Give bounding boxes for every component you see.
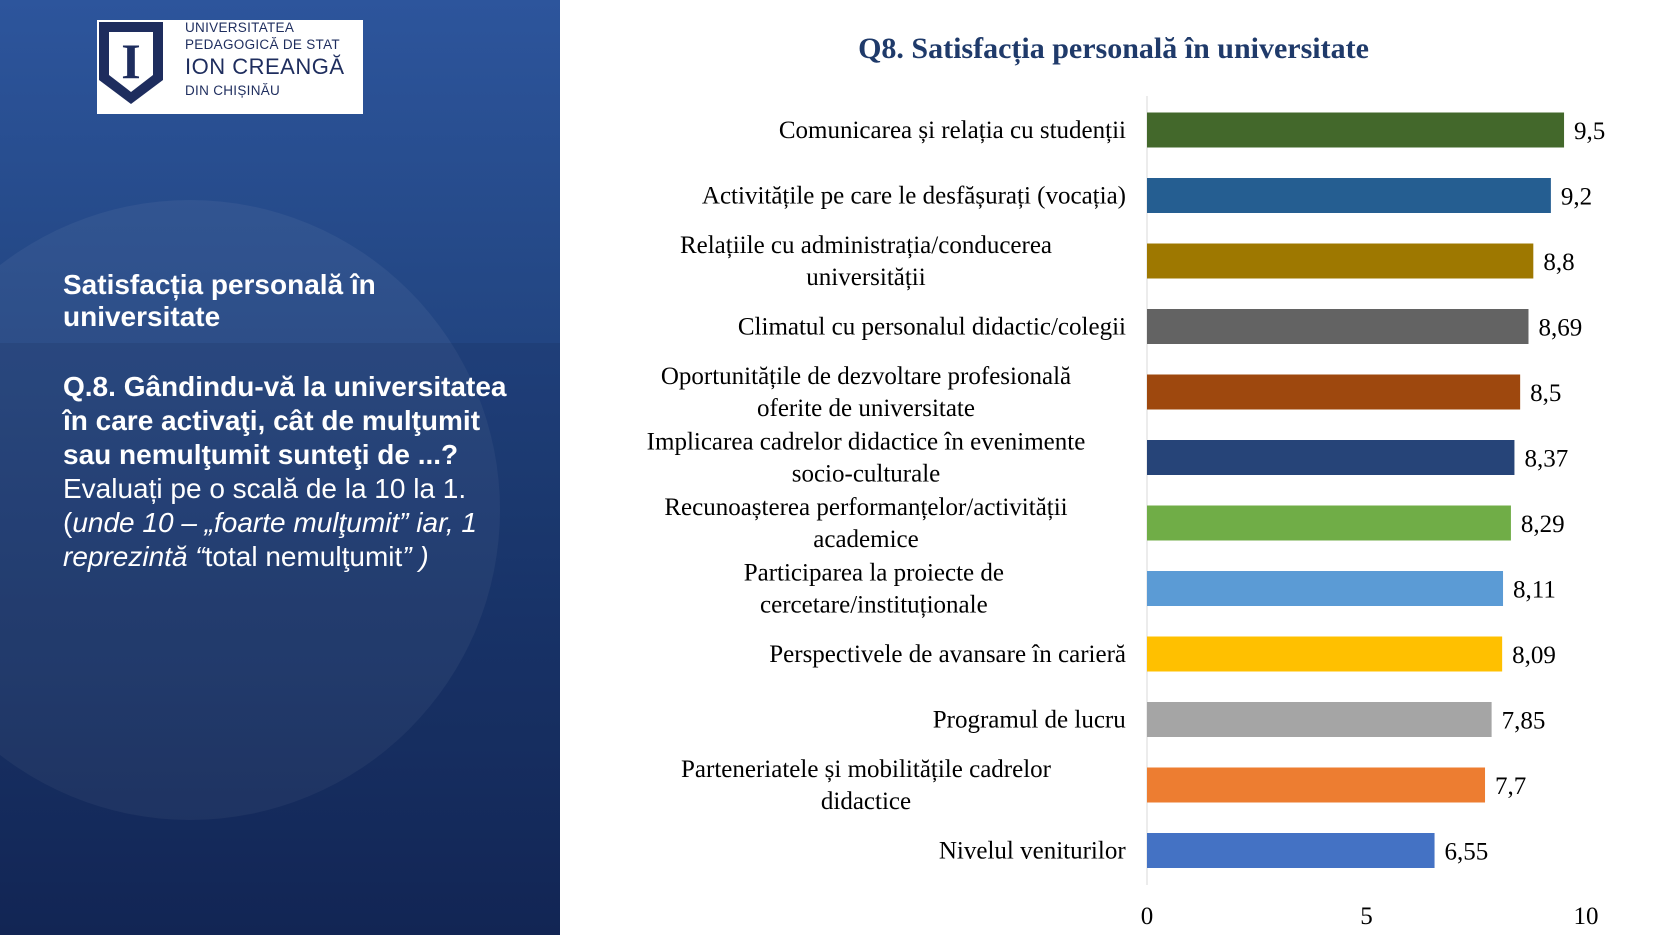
value-label-3: 8,8	[1543, 249, 1575, 276]
category-label-line: cercetare/instituționale	[760, 591, 988, 619]
category-label-line: Comunicarea și relația cu studenții	[778, 117, 1126, 144]
bar-10	[1147, 702, 1492, 737]
category-label-7	[664, 494, 1067, 553]
bar-12	[1147, 833, 1435, 868]
category-label-12	[939, 838, 1126, 865]
value-label-9: 8,09	[1512, 642, 1556, 669]
bar-2	[1147, 178, 1551, 213]
category-label-line: Activitățile pe care le desfășurați (vocația)	[701, 182, 1126, 210]
bar-4	[1147, 309, 1528, 344]
question-scale-italic: unde 10 – „foarte mulţumit” iar, 1 reprezintă “	[63, 507, 477, 572]
value-label-4: 8,69	[1538, 314, 1583, 342]
bar-5	[1147, 375, 1520, 410]
category-label-line: Perspectivele de avansare în carieră	[769, 641, 1126, 668]
category-label-2	[702, 183, 1126, 210]
bar-8	[1147, 571, 1503, 606]
logo-line-4: DIN CHIȘINĂU	[185, 83, 281, 98]
value-label-12: 6,55	[1444, 838, 1489, 866]
value-label-5: 8,5	[1530, 380, 1562, 407]
x-tick-label-10: 10	[1573, 903, 1599, 930]
category-label-4	[738, 314, 1126, 341]
value-label-10: 7,85	[1501, 707, 1546, 735]
category-label-11	[681, 756, 1052, 815]
question-scale-text: Evaluați pe o scală de la 10 la 1. (	[63, 473, 467, 538]
category-label-line: Implicarea cadrelor didactice în evenimente	[646, 428, 1086, 456]
bar-7	[1147, 506, 1511, 541]
category-label-line: Parteneriatele și mobilitățile cadrelor	[681, 756, 1051, 783]
category-label-6	[647, 429, 1086, 488]
bar-3	[1147, 244, 1533, 279]
category-label-line: socio-culturale	[791, 460, 941, 488]
category-label-line: academice	[813, 526, 919, 553]
logo-line-2: PEDAGOGICĂ DE STAT	[185, 37, 340, 52]
value-label-11: 7,7	[1495, 773, 1527, 800]
x-tick-label-0: 0	[1140, 903, 1154, 930]
category-label-3	[680, 232, 1052, 291]
value-label-1: 9,5	[1574, 118, 1606, 145]
category-label-line: Recunoașterea performanțelor/activității	[664, 494, 1068, 521]
category-label-5	[661, 363, 1071, 422]
category-label-8	[744, 560, 1004, 619]
category-label-line: didactice	[820, 788, 912, 815]
category-label-line: Oportunitățile de dezvoltare profesională	[660, 363, 1072, 390]
category-label-1	[779, 117, 1126, 144]
logo-mark: I	[121, 33, 141, 89]
category-label-10	[933, 707, 1127, 734]
category-label-line: universității	[806, 264, 926, 291]
category-label-line: Nivelul veniturilor	[938, 837, 1126, 865]
category-label-line: oferite de universitate	[757, 395, 975, 422]
category-label-line: Relațiile cu administrația/conducerea	[679, 232, 1053, 259]
section-heading: Satisfacția personală în universitate	[63, 269, 376, 332]
bar-11	[1147, 768, 1485, 803]
logo-line-3: ION CREANGĂ	[185, 54, 345, 79]
bar-1	[1147, 113, 1564, 148]
value-label-2: 9,2	[1560, 183, 1593, 211]
bar-9	[1147, 637, 1502, 672]
chart-title: Q8. Satisfacția personală în universitate	[858, 32, 1369, 65]
value-label-7: 8,29	[1520, 511, 1565, 538]
category-label-9	[769, 641, 1126, 668]
x-tick-label-5: 5	[1360, 903, 1373, 930]
question-scale-text-2: total nemulţumit	[204, 541, 403, 572]
question-scale-italic-2: ” )	[402, 541, 429, 572]
bar-6	[1147, 440, 1514, 475]
category-label-line: Programul de lucru	[932, 706, 1126, 734]
question-bold: Q.8. Gândindu-vă la universitatea în care activaţi, cât de mulţumit sau nemulţumit sunteţi de ...?	[63, 371, 507, 470]
category-label-line: Participarea la proiecte de	[743, 559, 1005, 587]
value-label-8: 8,11	[1513, 576, 1556, 604]
logo-line-1: UNIVERSITATEA	[185, 20, 295, 35]
value-label-6: 8,37	[1524, 445, 1569, 473]
category-label-line: Climatul cu personalul didactic/colegii	[737, 313, 1126, 341]
bars-layer	[647, 96, 1606, 930]
